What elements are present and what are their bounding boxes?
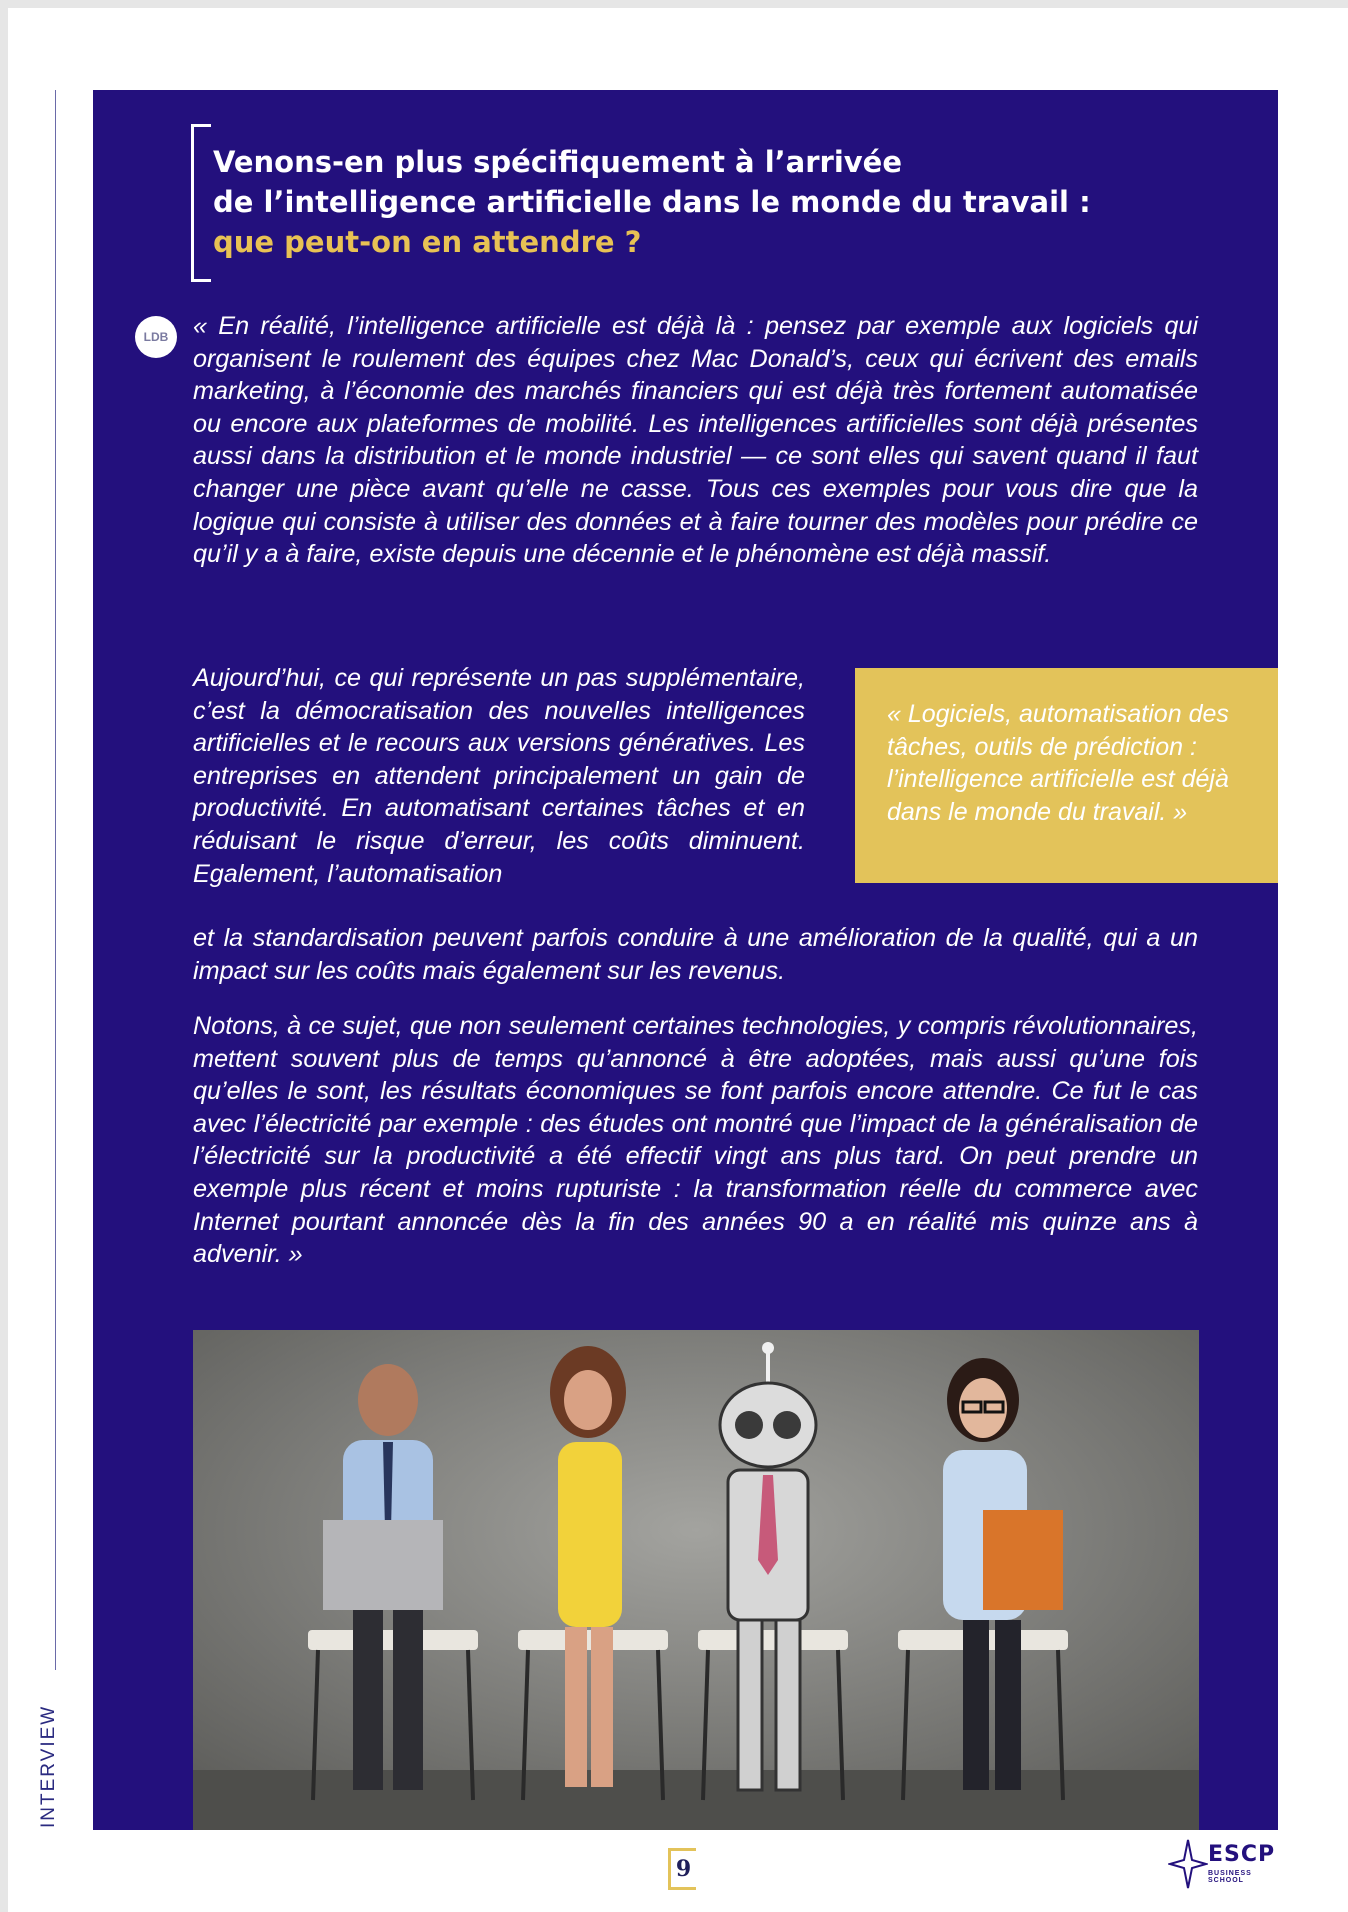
paragraph-3: Notons, à ce sujet, que non seulement certaines technologies, y compris révolutionnaires, mettent souvent plus de temps qu’annoncé à être adoptées, mais aussi qu’une fois qu’elles le sont, les résultats économiques se font parfois encore attendre. Ce fut le cas avec l’électricité par exemple : des études ont montré que l’impact de la généralisation de l’électricité sur la productivité a été effectif vingt ans plus tard. On peut prendre un exemple plus récent et moins rupturiste : la transformation réelle du commerce avec Internet pourtant annoncée dès la fin des années 90 a en réalité mis quinze ans à advenir. » bbox=[193, 1012, 1198, 1269]
heading-line-3: que peut-on en attendre ? bbox=[213, 225, 642, 259]
escp-logo bbox=[1168, 1836, 1278, 1892]
section-label: INTERVIEW bbox=[38, 1704, 59, 1828]
content-panel bbox=[93, 90, 1278, 1830]
paragraph-2-part-1: Aujourd’hui, ce qui représente un pas supplémentaire, c’est la démocratisation des nouvelles intelligences artificielles et le recours aux versions génératives. Les entreprises en attendent principalement un gain de productivité. En automatisant certaines tâches et en réduisant le risque d’erreur, les coûts diminuent. Egalement, l’automatisation bbox=[193, 664, 805, 888]
escp-star-icon bbox=[1168, 1836, 1208, 1892]
paragraph-1: « En réalité, l’intelligence artificielle est déjà là : pensez par exemple aux logiciels qui organisent le roulement des équipes chez Mac Donald’s, ceux qui écrivent des emails marketing, à l’économie des marchés financiers qui est déjà très fortement automatisée ou encore aux plateformes de mobilité. Les intelligences artificielles sont déjà présentes aussi dans la distribution et le monde industriel — ce sont elles qui savent quand il faut changer une pièce avant qu’elle ne casse. Tous ces exemples pour vous dire que la logique qui consiste à utiliser des données et à faire tourner des modèles pour prédire ce qu’il y a à faire, existe depuis une décennie et le phénomène est déjà massif. bbox=[193, 312, 1198, 569]
speaker-badge: LDB bbox=[135, 316, 177, 358]
heading-line-1: Venons-en plus spécifiquement à l’arrivée bbox=[213, 145, 903, 179]
illustration-photo bbox=[193, 1330, 1199, 1830]
page bbox=[8, 8, 1348, 1912]
paragraph-2-part-2: et la standardisation peuvent parfois conduire à une amélioration de la qualité, qui a un impact sur les coûts mais également sur les revenus. bbox=[193, 924, 1198, 985]
section-heading bbox=[213, 142, 1233, 262]
page-number: 9 bbox=[668, 1848, 696, 1890]
heading-bracket bbox=[191, 124, 211, 282]
logo-name: ESCP bbox=[1208, 1842, 1276, 1867]
pull-quote: « Logiciels, automatisation des tâches, outils de prédiction : l’intelligence artificielle est déjà dans le monde du travail. » bbox=[855, 668, 1278, 883]
heading-line-2: de l’intelligence artificielle dans le monde du travail : bbox=[213, 185, 1091, 219]
photo-people-and-robot-icon bbox=[193, 1330, 1199, 1830]
side-rule bbox=[55, 90, 56, 1670]
logo-subtitle: BUSINESS SCHOOL bbox=[1208, 1870, 1252, 1884]
